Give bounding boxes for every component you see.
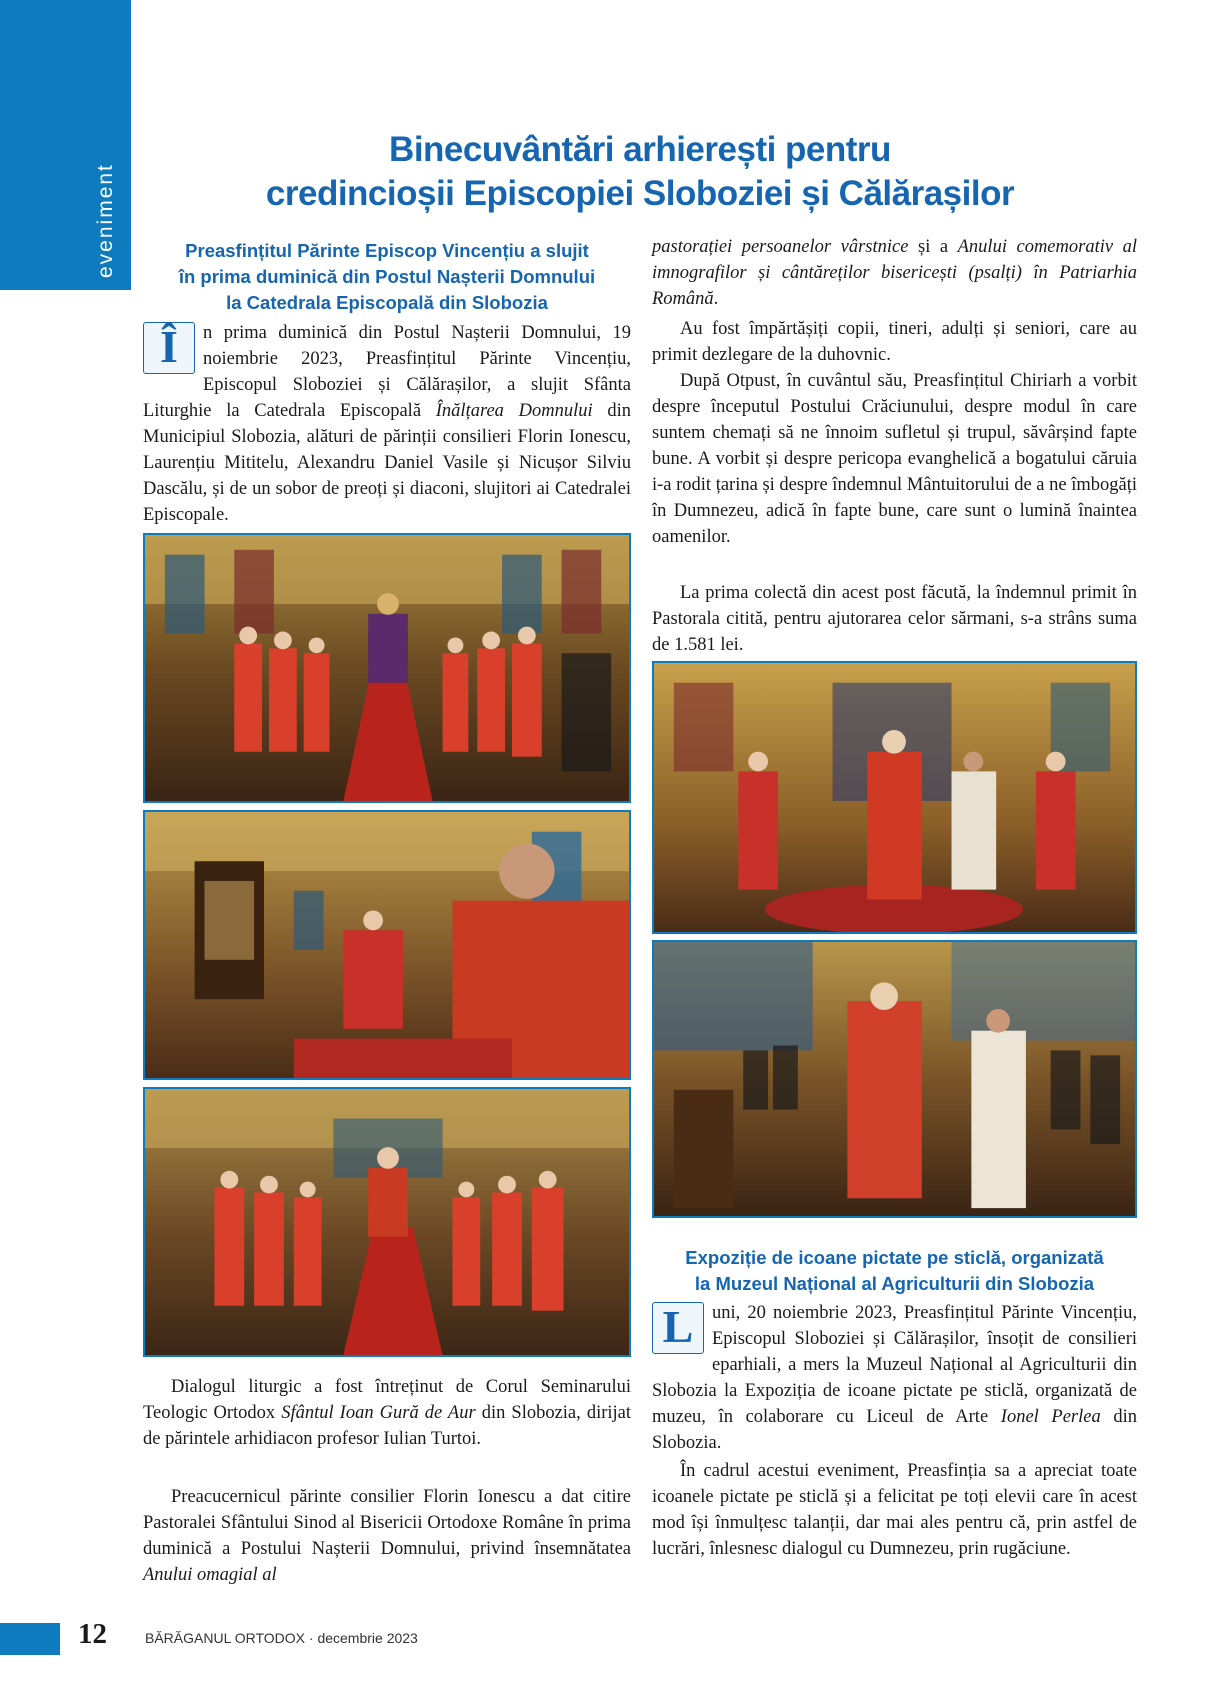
photo-bishop-clergy	[143, 1087, 631, 1357]
right-subtitle: Expoziție de icoane pictate pe sticlă, organizată la Muzeul Național al Agriculturii din Slobozia	[685, 1247, 1104, 1294]
article-title	[200, 128, 1080, 216]
dropcap: Î	[143, 322, 195, 374]
page-number: 12	[78, 1618, 107, 1650]
footer-bar	[0, 1623, 60, 1655]
right-paragraph-3: După Otpust, în cuvântul său, Preasfințitul Chiriarh a vorbit despre începutul Postului Crăciunului, despre modul în care suntem chemați să ne înnoim sufletul și trupul, săvârșind fapte bune. A vorbit și despre pericopa evanghelică a bogatului căruia i-a rodit țarina și despre îndemnul Mântuitorului de a ne îmbogăți în Dumnezeu, adică în fapte bune, care sunt o lumină înaintea oamenilor.	[652, 371, 1137, 547]
left-paragraph-2: Dialogul liturgic a fost întreținut de Corul Seminarului Teologic Ortodox Sfântul Ioan Gură de Aur din Slobozia, dirijat de părintele arhidiacon profesor Iulian Turtoi.	[143, 1377, 631, 1449]
right-paragraph-6: În cadrul acestui eveniment, Preasfinția sa a apreciat toate icoanele pictate pe sticlă și a felicitat pe toți elevii care în acest mod își înmulțesc talanții, dar mai ales pentru că, prin astfel de lucrări, înlesnesc dialogul cu Dumnezeu, prin rugăciune.	[652, 1461, 1137, 1559]
right-paragraph-2: Au fost împărtășiți copii, tineri, adulți și seniori, care au primit dezlegare de la duhovnic.	[652, 319, 1137, 365]
photo-choir-chanter	[143, 810, 631, 1080]
left-paragraph-1: Î n prima duminică din Postul Nașterii Domnului, 19 noiembrie 2023, Preasfințitul Părinte Vincențiu, Episcopul Sloboziei și Călărașilor, a slujit Sfânta Liturghie la Catedrala Episcopală Înălțarea Domnului din Municipiul Slobozia, alături de părinții consilieri Florin Ionescu, Laurențiu Mititelu, Alexandru Daniel Vasile și Nicușor Silviu Dascălu, și de un sobor de preoți și diaconi, slujitori ai Catedralei Episcopale.	[143, 321, 632, 525]
section-label: eveniment	[94, 163, 117, 278]
photo-bishop-altar	[652, 661, 1137, 934]
title-line-1: Binecuvântări arhierești pentru	[389, 130, 891, 169]
dropcap: L	[652, 1302, 704, 1354]
right-paragraph-4: La prima colectă din acest post făcută, la îndemnul primit în Pastorala citită, pentru ajutorarea celor sărmani, s-a strâns suma de 1.581 lei.	[652, 583, 1137, 655]
left-subtitle: Preasfințitul Părinte Episcop Vincențiu a slujit în prima duminică din Postul Nașterii Domnului la Catedrala Episcopală din Slobozia	[178, 240, 596, 313]
photo-bishop-deacon	[652, 940, 1137, 1218]
right-paragraph-5: L uni, 20 noiembrie 2023, Preasfințitul Părinte Vincențiu, Episcopul Sloboziei și Călărașilor, însoțit de consilieri eparhiali, a mers la Muzeul Național al Agriculturii din Slobozia la Expoziția de icoane pictate pe sticlă, organizată de muzeu, în colaborare cu Liceul de Arte Ionel Perlea din Slobozia.	[652, 1301, 1137, 1453]
publication-info: BĂRĂGANUL ORTODOX · decembrie 2023	[145, 1630, 418, 1646]
right-paragraph-1: pastorației persoanelor vârstnice și a Anului comemorativ al imnografilor și cântăreților bisericești (psalți) în Patriarhia Română.	[652, 237, 1137, 309]
left-paragraph-3: Preacucernicul părinte consilier Florin Ionescu a dat citire Pastoralei Sfântului Sinod al Bisericii Ortodoxe Române în prima duminică a Postului Nașterii Domnului, privind însemnătatea Anului omagial al	[143, 1487, 631, 1585]
photo-liturgy-procession	[143, 533, 631, 803]
title-line-2: credincioșii Episcopiei Sloboziei și Călărașilor	[265, 174, 1015, 213]
